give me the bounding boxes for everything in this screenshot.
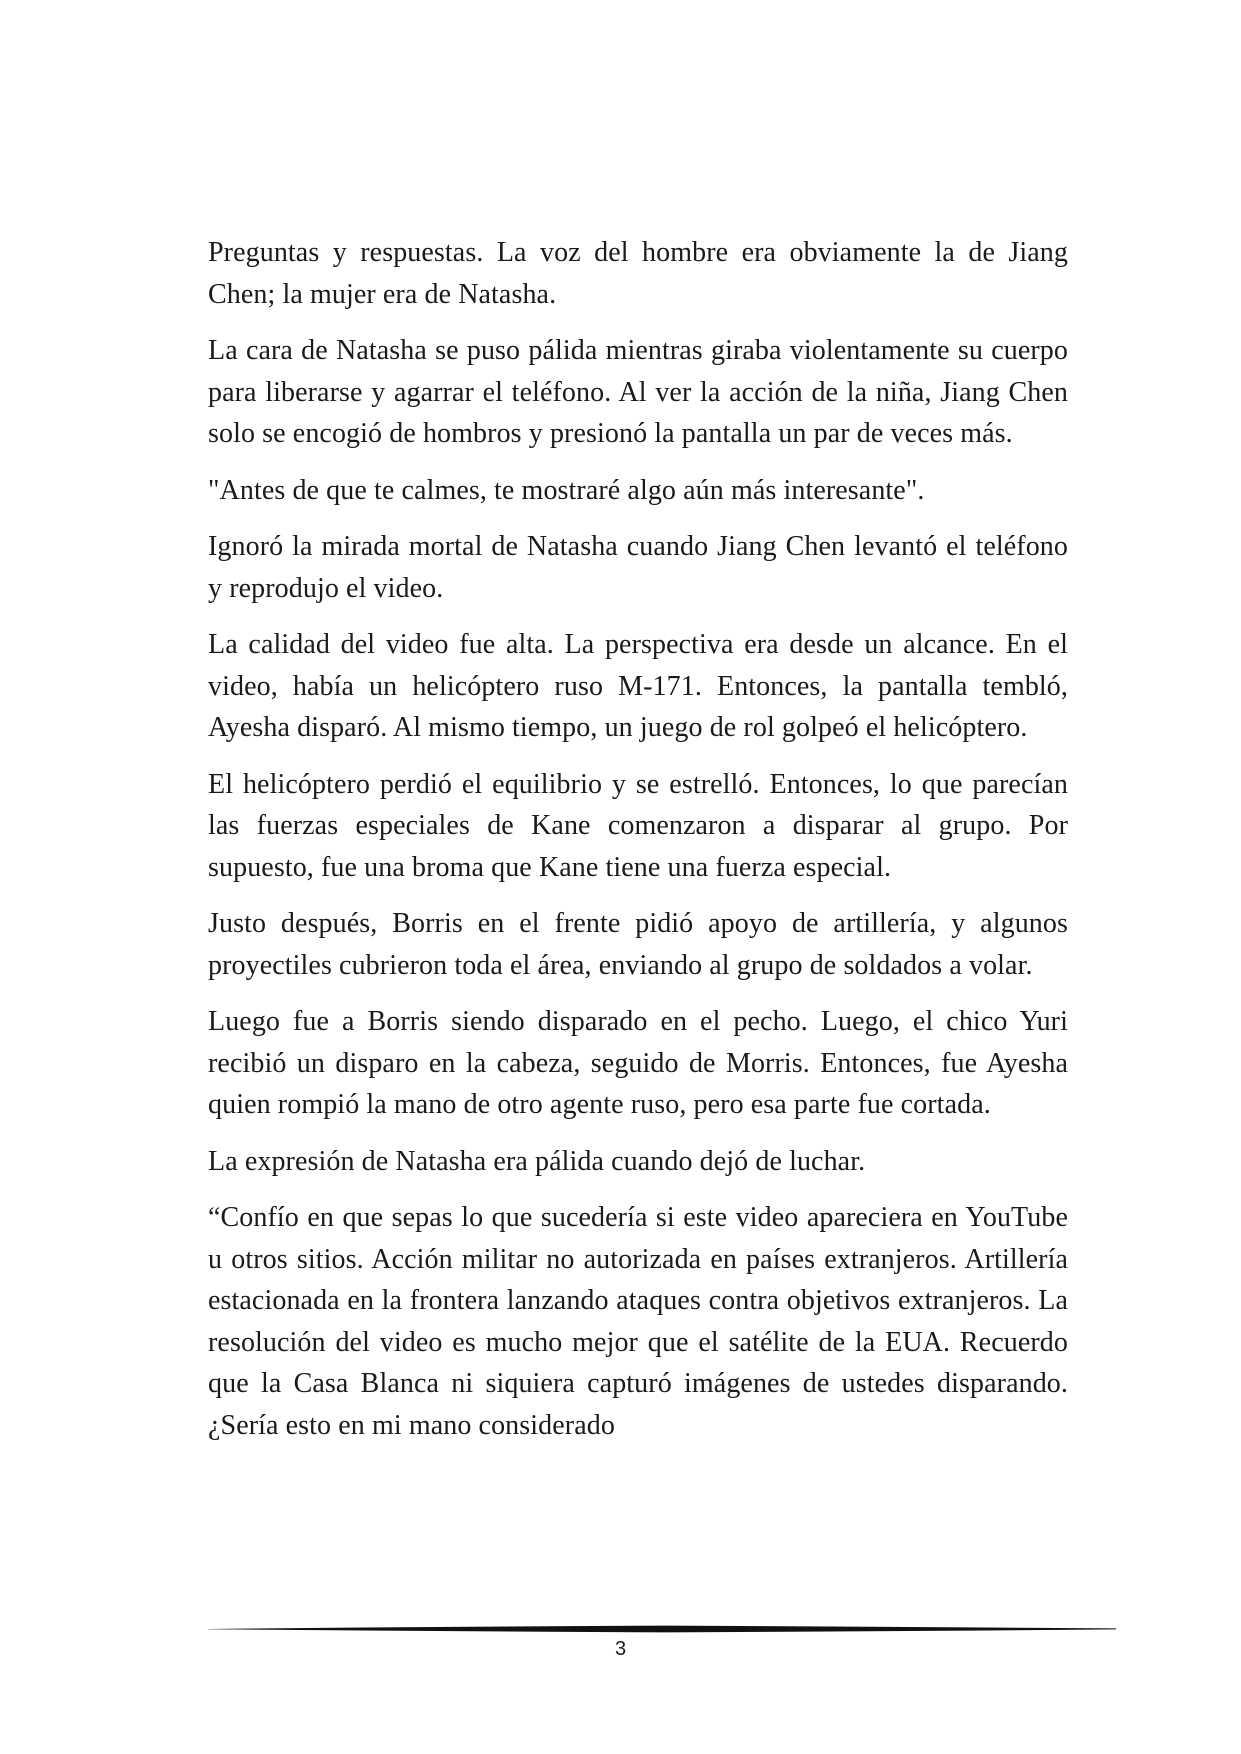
paragraph: Luego fue a Borris siendo disparado en el pecho. Luego, el chico Yuri recibió un disparo en la cabeza, seguido de Morris. Entonces, fue Ayesha quien rompió la mano de otro agente ruso, pero esa parte fue cortada.: [208, 1006, 1068, 1120]
page-body: [208, 232, 1068, 1461]
paragraph: La calidad del video fue alta. La perspectiva era desde un alcance. En el video, había un helicóptero ruso M-171. Entonces, la pantalla tembló, Ayesha disparó. Al mismo tiempo, un juego de rol golpeó el helicóptero.: [208, 629, 1068, 743]
footer-divider: [208, 1624, 1116, 1634]
paragraph: “Confío en que sepas lo que sucedería si este video apareciera en YouTube u otros sitios. Acción militar no autorizada en países extranjeros. Artillería estacionada en la frontera lanzando ataques contra objetivos extranjeros. La resolución del video es mucho mejor que el satélite de la EUA. Recuerdo que la Casa Blanca ni siquiera capturó imágenes de ustedes disparando. ¿Sería esto en mi mano considerado: [208, 1202, 1068, 1441]
paragraph: Justo después, Borris en el frente pidió apoyo de artillería, y algunos proyectiles cubrieron toda el área, enviando al grupo de soldados a volar.: [208, 908, 1068, 981]
paragraph: "Antes de que te calmes, te mostraré algo aún más interesante".: [208, 474, 925, 506]
paragraph: El helicóptero perdió el equilibrio y se estrelló. Entonces, lo que parecían las fuerzas especiales de Kane comenzaron a disparar al grupo. Por supuesto, fue una broma que Kane tiene una fuerza especial.: [208, 768, 1068, 883]
page-number: 3: [614, 1638, 627, 1660]
paragraph: La expresión de Natasha era pálida cuando dejó de luchar.: [208, 1145, 866, 1177]
paragraph: Ignoró la mirada mortal de Natasha cuando Jiang Chen levantó el teléfono y reprodujo el video.: [208, 531, 1068, 604]
paragraph: Preguntas y respuestas. La voz del hombre era obviamente la de Jiang Chen; la mujer era de Natasha.: [208, 237, 1068, 310]
paragraph: La cara de Natasha se puso pálida mientras giraba violentamente su cuerpo para liberarse y agarrar el teléfono. Al ver la acción de la niña, Jiang Chen solo se encogió de hombros y presionó la pantalla un par de veces más.: [208, 335, 1068, 449]
